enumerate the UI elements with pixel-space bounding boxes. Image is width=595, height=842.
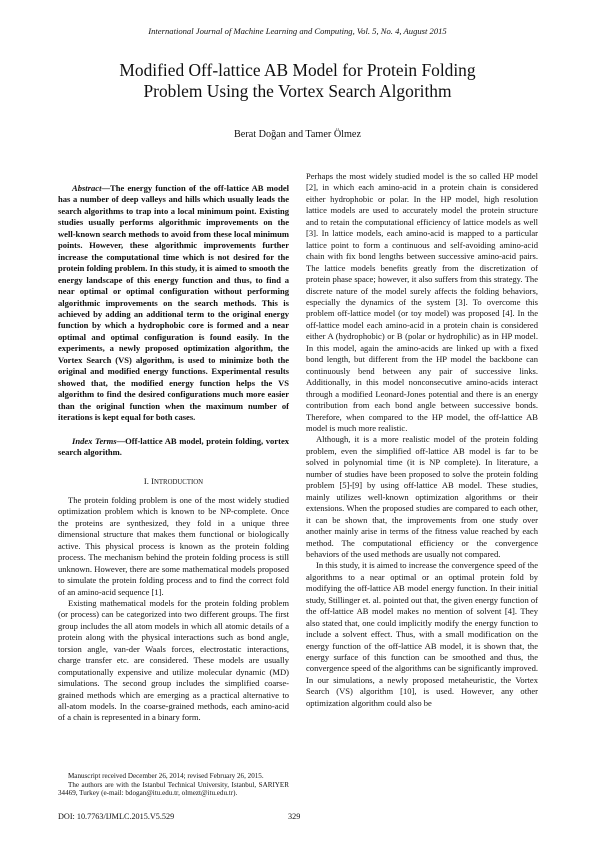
left-column [58, 183, 289, 724]
paper-title-line-1: Modified Off-lattice AB Model for Protein Folding [119, 60, 476, 80]
index-terms-text: —Off-lattice AB model, protein folding, vortex search algorithm. [58, 435, 290, 457]
paper-title-line-2: Problem Using the Vortex Search Algorithm [143, 81, 452, 101]
running-head: International Journal of Machine Learning and Computing, Vol. 5, No. 4, August 2015 [148, 26, 447, 36]
intro-paragraph-4: Although, it is a more realistic model of the protein folding problem, even the simplified off-lattice AB model is far to be solved in polynomial time (it is NP complete). In literature, a number of studies have been proposed to solve the protein folding problem [5]-[9] by using off-lattice AB model. These studies, mainly utilizes well-known optimization algorithms or their extensions. When the proposed studies are compared to each other, it can be shown that, the improvements from one study over another mainly arise in terms of the fitness value reached by each method. The computational efficiency or the convergence behaviors of the used methods are usually not compared. [306, 434, 538, 559]
footnotes [58, 772, 289, 798]
author-list: Berat Doğan and Tamer Ölmez [234, 129, 361, 140]
section-title-initial: I [151, 476, 154, 487]
intro-paragraph-2: Existing mathematical models for the protein folding problem (or process) can be categorized into two different groups. The first group includes the all atom models in which all atomic details of a protein along with the physical interactions such as bond angle, torsion angle, van-der Waals forces, electrostatic interactions, charge transfer etc. are considered. These models are usually computationally expensive and utilize molecular dynamic (MD) simulations. The second group includes the simplified coarse-grained methods which are emerging as a practical alternative to all-atom models. In the coarse-grained methods, each amino-acid of a chain is represented in a binary form. [58, 597, 289, 723]
doi: DOI: 10.7763/IJMLC.2015.V5.529 [58, 812, 175, 821]
section-numeral: I. [143, 476, 149, 487]
page-number: 329 [288, 812, 301, 821]
footnote-affiliation: The authors are with the Istanbul Technical University, Istanbul, SARIYER 34469, Turkey (e-mail: bdogan@itu.edu.tr, olmezt@itu.edu.tr). [58, 780, 289, 798]
paper-title [60, 60, 535, 102]
abstract [58, 183, 289, 424]
intro-paragraph-5: In this study, it is aimed to increase the convergence speed of the algorithms to a near optimal or an optimal protein fold by modifying the off-lattice AB model energy function. In their initial study, Stillinger et. al. pointed out that, the given energy function of the off-lattice AB model makes no mention of solvent [4]. They also stated that, one could implicitly modify the energy function to include a solvent effect. Thus, with a small modification on the energy function of the off-lattice AB model, it is shown that, the energy surface of this function can be smoothed and thus, the convergence speed of the algorithms can be significantly improved. In our simulations, a newly proposed metaheuristic, the Vortex Search (VS) algorithm [10], is used. However, any other optimization algorithm could also be [306, 560, 538, 708]
section-title-rest: NTRODUCTION [153, 479, 204, 487]
abstract-lead: Abstract [72, 183, 102, 193]
index-terms-lead: Index Terms [72, 435, 117, 446]
abstract-text: —The energy function of the off-lattice AB model has a number of deep valleys and hills which usually leads the search algorithms to trap into a local minimum point. Existing studies usually performs algorithmic improvements on the well-known search methods to avoid from these local minimum points. However, these algorithmic improvements further increase the computational time which is not desired for the protein folding problem. In this study, it is aimed to smooth the energy landscape of this energy function and thus, to find a near optimal or optimal configuration without performing algorithmic improvements on the search methods. This is achieved by adding an additional term to the original energy function by which a hydrophobic core is formed and a near optimal and optimal configuration is found easily. In the experiments, a newly proposed optimization algorithm, the Vortex Search (VS) algorithm, is used to minimize both the original and modified energy functions. Experimental results showed that, the modified energy function helps the VS algorithm to find the desired configurations much more easier than the original function when the maximum number of iterations is kept equal for both cases. [58, 183, 289, 423]
intro-paragraph-3: Perhaps the most widely studied model is the so called HP model [2], in which each amino-acid in a protein chain is considered either hydrophobic or polar. In the HP model, high resolution lattice models are used to accurately model the protein structure and to retain the computational efficiency of lattice models as well [3]. In lattice models, each amino-acid is mapped to a particular lattice point to form a continuous and self-avoiding amino-acid chain with fix bond lengths between successive amino-acid pairs. The lattice models benefits greatly from the discretization of protein phase space; however, it also suffers from this strategy. The discrete nature of the model surely affects the folding behaviors, especially the dynamics of the system [3]. To overcome this problem off-lattice model (or toy model) was proposed [4]. In the off-lattice model each amino-acid in a protein chain is considered either A (hydrophobic) or B (polar or hydrophilic) as in HP model. In this model, again the amino-acids are linked up with a fixed bond length, but different from the HP model the backbone can continuously bend between any pair of successive links. Additionally, in this model nonconsecutive amino-acids interact through a modified Leonard-Jones potential and there is an energy contribution from each bond angle between successive bonds. Therefore, when compared to the HP model, the off-lattice AB model is much more realistic. [306, 171, 538, 433]
intro-paragraph-1: The protein folding problem is one of the most widely studied optimization problem which is known to be NP-complete. Once the proteins are synthesized, they fold in a unique three dimensional structure that makes them functional or biologically active. This physical process is known as the protein folding process. The mechanism behind the protein folding process is still unknown. However, there are some mathematical models proposed to simulate the protein folding process and to find the correct fold of an amino-acid sequence [1]. [58, 494, 289, 597]
section-heading-introduction [58, 476, 289, 488]
index-terms [58, 436, 289, 459]
footnote-received: Manuscript received December 26, 2014; revised February 26, 2015. [68, 772, 264, 780]
right-column [306, 171, 538, 709]
